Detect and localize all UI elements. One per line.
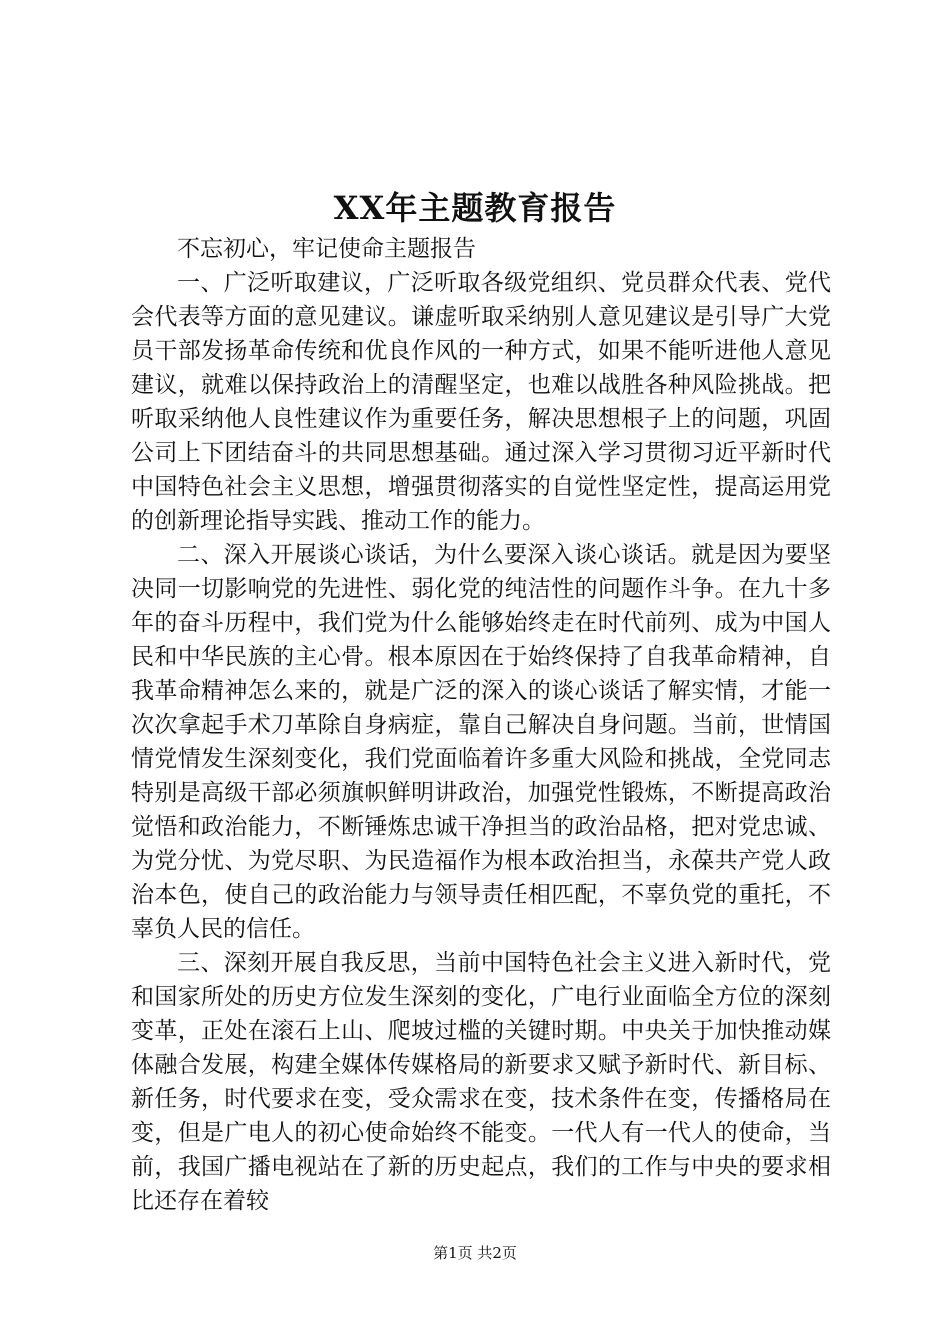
document-subtitle: 不忘初心，牢记使命主题报告 [177, 236, 476, 262]
document-body [131, 232, 831, 1218]
document-title: XX年主题教育报告 [333, 189, 617, 227]
paragraph-1: 一、广泛听取建议，广泛听取各级党组织、党员群众代表、党代会代表等方面的意见建议。谦虚听取采纳别人意见建议是引导广大党员干部发扬革命传统和优良作风的一种方式，如果不能听进他人意见建议，就难以保持政治上的清醒坚定，也难以战胜各种风险挑战。把听取采纳他人良性建议作为重要任务，解决思想根子上的问题，巩固公司上下团结奋斗的共同思想基础。通过深入学习贯彻习近平新时代中国特色社会主义思想，增强贯彻落实的自觉性坚定性，提高运用党的创新理论指导实践、推动工作的能力。 [131, 270, 831, 534]
paragraph-3: 三、深刻开展自我反思，当前中国特色社会主义进入新时代，党和国家所处的历史方位发生深刻的变化，广电行业面临全方位的深刻变革，正处在滚石上山、爬坡过槛的关键时期。中央关于加快推动媒体融合发展，构建全媒体传媒格局的新要求又赋予新时代、新目标、新任务，时代要求在变，受众需求在变，技术条件在变，传播格局在变，但是广电人的初心使命始终不能变。一代人有一代人的使命，当前，我国广播电视站在了新的历史起点，我们的工作与中央的要求相比还存在着较 [131, 950, 831, 1214]
paragraph-2: 二、深入开展谈心谈话，为什么要深入谈心谈话。就是因为要坚决同一切影响党的先进性、弱化党的纯洁性的问题作斗争。在九十多年的奋斗历程中，我们党为什么能够始终走在时代前列、成为中国人民和中华民族的主心骨。根本原因在于始终保持了自我革命精神，自我革命精神怎么来的，就是广泛的深入的谈心谈话了解实情，才能一次次拿起手术刀革除自身病症，靠自己解决自身问题。当前，世情国情党情发生深刻变化，我们党面临着许多重大风险和挑战，全党同志特别是高级干部必须旗帜鲜明讲政治，加强党性锻炼，不断提高政治觉悟和政治能力，不断锤炼忠诚干净担当的政治品格，把对党忠诚、为党分忧、为党尽职、为民造福作为根本政治担当，永葆共产党人政治本色，使自己的政治能力与领导责任相匹配，不辜负党的重托，不辜负人民的信任。 [131, 542, 831, 942]
page-footer: 第1页 共2页 [433, 1244, 517, 1262]
